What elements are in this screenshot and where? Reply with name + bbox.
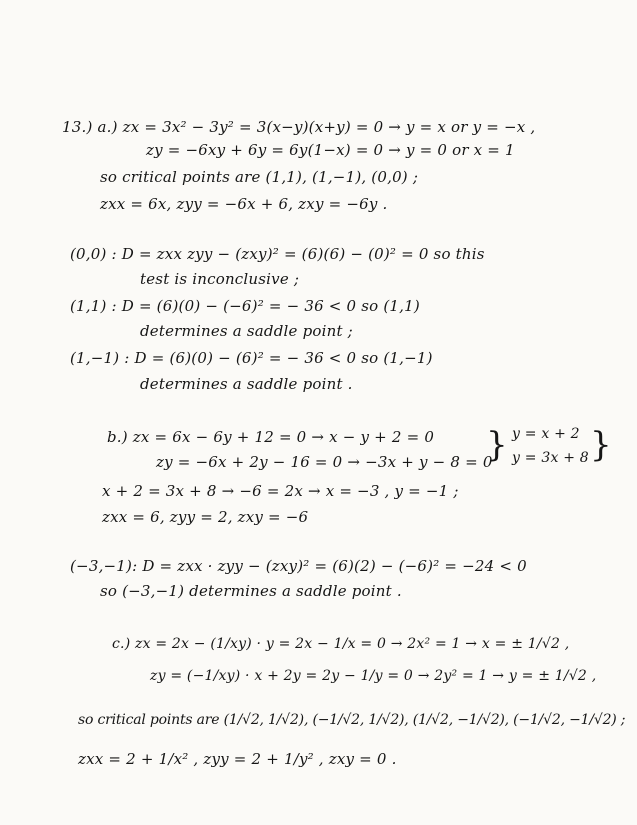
point-1-neg1-test: (1,−1) : D = (6)(0) − (6)² = − 36 < 0 so (1,−1) <box>70 349 433 367</box>
part-a-second-partials: zxx = 6x, zyy = −6x + 6, zxy = −6y . <box>100 195 388 213</box>
part-c-zx-line: c.) zx = 2x − (1/xy) · y = 2x − 1/x = 0 → 2x² = 1 → x = ± 1/√2 , <box>112 636 570 652</box>
system-brace-left: } <box>486 425 508 465</box>
point-neg3-neg1-conclusion: so (−3,−1) determines a saddle point . <box>100 582 402 600</box>
part-a-zx-line: 13.) a.) zx = 3x² − 3y² = 3(x−y)(x+y) = 0 → y = x or y = −x , <box>62 118 536 136</box>
part-c-critical-points: so critical points are (1/√2, 1/√2), (−1/√2, 1/√2), (1/√2, −1/√2), (−1/√2, −1/√2) ; <box>78 712 626 728</box>
part-b-zx-line: b.) zx = 6x − 6y + 12 = 0 → x − y + 2 = 0 <box>107 428 435 446</box>
part-b-solution-y2: y = 3x + 8 <box>512 450 589 466</box>
part-b-solution-y1: y = x + 2 <box>512 426 580 442</box>
point-1-1-test: (1,1) : D = (6)(0) − (−6)² = − 36 < 0 so (1,1) <box>70 297 420 315</box>
point-0-0-test: (0,0) : D = zxx zyy − (zxy)² = (6)(6) − (0)² = 0 so this <box>70 245 485 263</box>
point-1-1-conclusion: determines a saddle point ; <box>140 322 353 340</box>
point-1-neg1-conclusion: determines a saddle point . <box>140 375 353 393</box>
part-c-zy-line: zy = (−1/xy) · x + 2y = 2y − 1/y = 0 → 2y² = 1 → y = ± 1/√2 , <box>150 668 597 684</box>
point-neg3-neg1-test: (−3,−1): D = zxx · zyy − (zxy)² = (6)(2) − (−6)² = −24 < 0 <box>70 557 527 575</box>
part-c-second-partials: zxx = 2 + 1/x² , zyy = 2 + 1/y² , zxy = 0 . <box>78 750 397 768</box>
part-b-zy-line: zy = −6x + 2y − 16 = 0 → −3x + y − 8 = 0 <box>156 453 493 471</box>
part-a-critical-points: so critical points are (1,1), (1,−1), (0,0) ; <box>100 168 419 186</box>
part-b-second-partials: zxx = 6, zyy = 2, zxy = −6 <box>102 508 309 526</box>
part-b-solve-line: x + 2 = 3x + 8 → −6 = 2x → x = −3 , y = −1 ; <box>102 482 459 500</box>
system-brace-right: } <box>590 425 612 465</box>
part-a-zy-line: zy = −6xy + 6y = 6y(1−x) = 0 → y = 0 or x = 1 <box>146 141 515 159</box>
point-0-0-conclusion: test is inconclusive ; <box>140 270 300 288</box>
